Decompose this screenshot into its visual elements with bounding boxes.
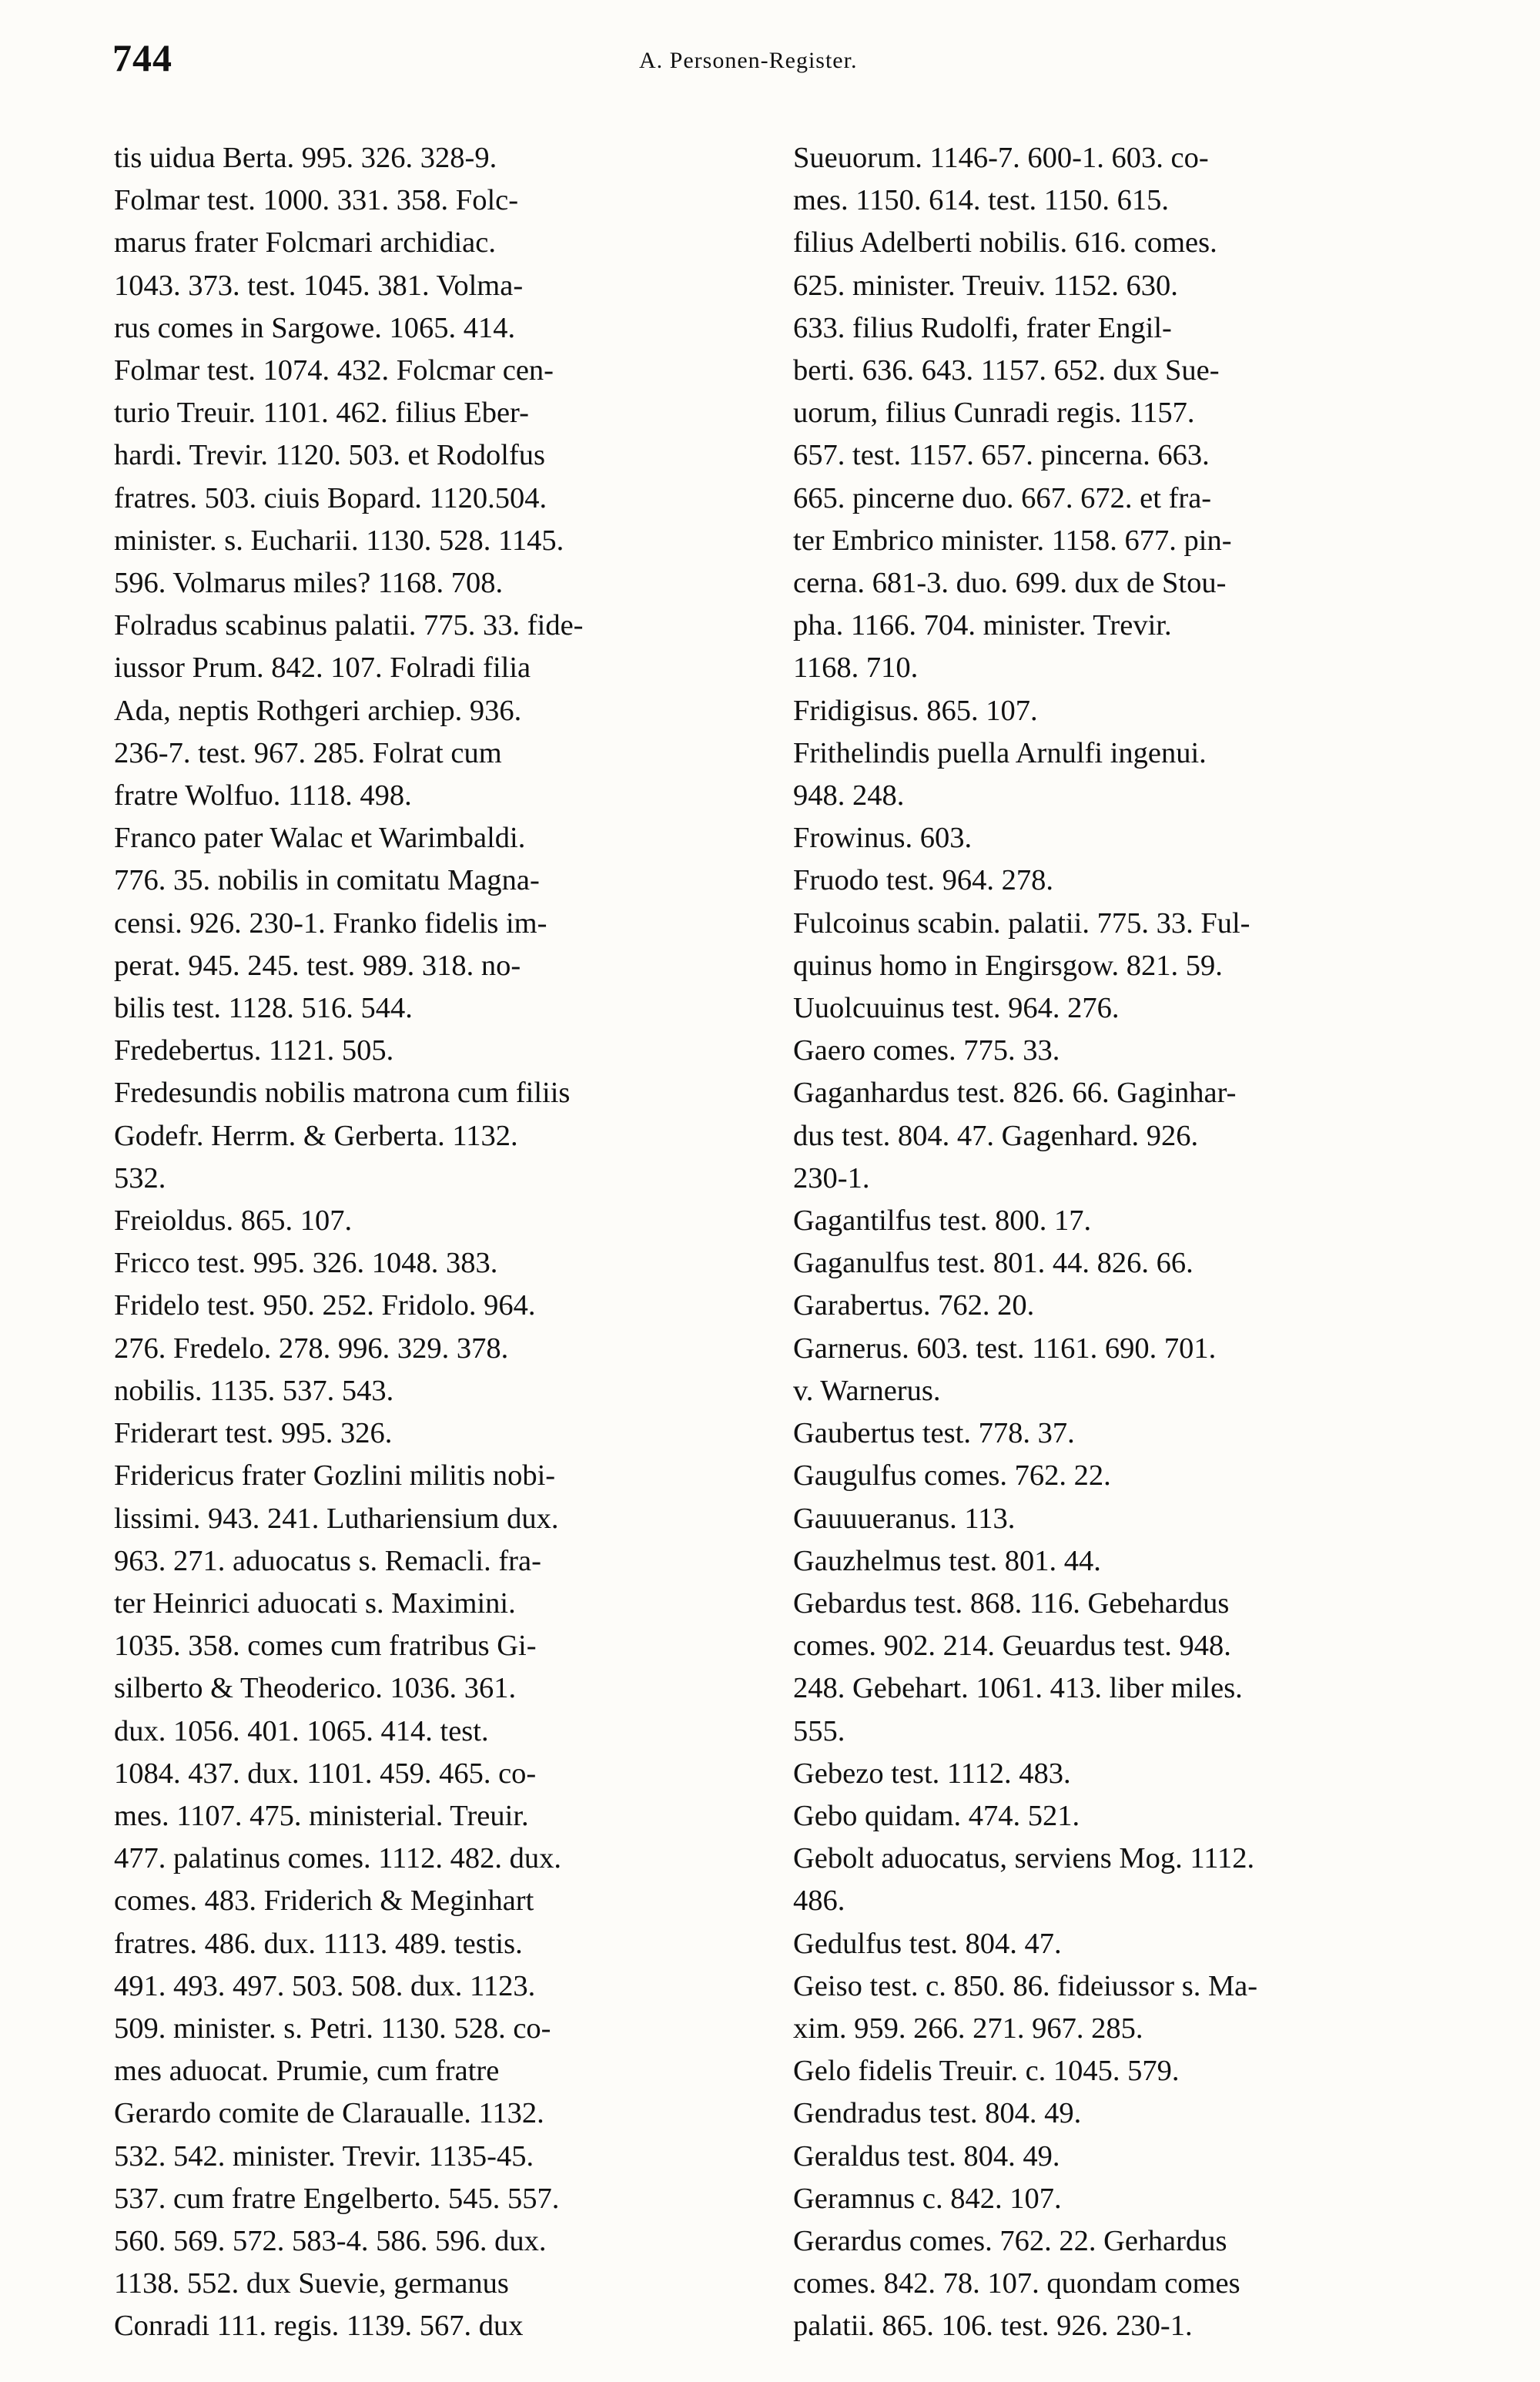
index-line: Gelo fidelis Treuir. c. 1045. 579. (793, 2055, 1180, 2088)
index-line: Fredebertus. 1121. 505. (114, 1034, 394, 1067)
index-line: silberto & Theoderico. 1036. 361. (114, 1672, 517, 1705)
index-line: 532. 542. minister. Trevir. 1135-45. (114, 2139, 534, 2173)
index-line: 555. (793, 1714, 845, 1747)
index-line: Franco pater Walac et Warimbaldi. (114, 822, 526, 855)
index-line: Folmar test. 1000. 331. 358. Folc- (114, 184, 519, 217)
index-line: Godefr. Herrm. & Gerberta. 1132. (114, 1119, 518, 1152)
index-line: 509. minister. s. Petri. 1130. 528. co- (114, 2012, 551, 2045)
index-line: palatii. 865. 106. test. 926. 230-1. (793, 2310, 1193, 2343)
index-line: filius Adelberti nobilis. 616. comes. (793, 226, 1217, 260)
index-line: lissimi. 943. 241. Luthariensium dux. (114, 1502, 559, 1535)
index-line: mes. 1107. 475. ministerial. Treuir. (114, 1799, 529, 1832)
index-line: censi. 926. 230-1. Franko fidelis im- (114, 906, 547, 940)
index-line: 532. (114, 1161, 166, 1194)
index-line: 1084. 437. dux. 1101. 459. 465. co- (114, 1757, 537, 1790)
index-line: comes. 483. Friderich & Meginhart (114, 1884, 534, 1918)
index-line: 230-1. (793, 1161, 870, 1194)
index-line: fratre Wolfuo. 1118. 498. (114, 779, 412, 812)
index-line: dux. 1056. 401. 1065. 414. test. (114, 1714, 489, 1747)
index-line: berti. 636. 643. 1157. 652. dux Sue- (793, 354, 1220, 387)
index-line: Geraldus test. 804. 49. (793, 2139, 1060, 2173)
index-line: ter Heinrici aduocati s. Maximini. (114, 1586, 516, 1620)
right-column (793, 137, 1417, 2348)
index-line: comes. 902. 214. Geuardus test. 948. (793, 1630, 1231, 1663)
index-line: 1043. 373. test. 1045. 381. Volma- (114, 269, 524, 302)
index-line: marus frater Folcmari archidiac. (114, 226, 496, 260)
running-head: A. Personen-Register. (639, 48, 858, 73)
page-number: 744 (112, 36, 172, 79)
index-line: 477. palatinus comes. 1112. 482. dux. (114, 1842, 561, 1875)
index-line: Gerardus comes. 762. 22. Gerhardus (793, 2224, 1227, 2257)
index-line: Geiso test. c. 850. 86. fideiussor s. Ma- (793, 1969, 1258, 2002)
index-line: Gebardus test. 868. 116. Gebehardus (793, 1586, 1230, 1620)
index-line: bilis test. 1128. 516. 544. (114, 992, 413, 1025)
index-line: Gagantilfus test. 800. 17. (793, 1204, 1092, 1238)
index-line: Fridericus frater Gozlini militis nobi- (114, 1459, 556, 1493)
index-line: Garabertus. 762. 20. (793, 1289, 1035, 1322)
index-line: 1035. 358. comes cum fratribus Gi- (114, 1630, 537, 1663)
index-line: 1138. 552. dux Suevie, germanus (114, 2267, 509, 2300)
index-line: perat. 945. 245. test. 989. 318. no- (114, 949, 521, 982)
index-line: Gaganhardus test. 826. 66. Gaginhar- (793, 1077, 1237, 1110)
index-line: Fridigisus. 865. 107. (793, 694, 1038, 727)
index-line: mes. 1150. 614. test. 1150. 615. (793, 184, 1169, 217)
index-line: Frowinus. 603. (793, 822, 973, 855)
index-line: Gerardo comite de Clarauallе. 1132. (114, 2097, 544, 2130)
index-line: Fridelo test. 950. 252. Fridolo. 964. (114, 1289, 536, 1322)
index-line: Sueuorum. 1146-7. 600-1. 603. co- (793, 142, 1209, 174)
index-line: Fricco test. 995. 326. 1048. 383. (114, 1247, 498, 1280)
index-line: rus comes in Sargowe. 1065. 414. (114, 311, 516, 344)
index-line: 596. Volmarus miles? 1168. 708. (114, 567, 504, 600)
index-line: 491. 493. 497. 503. 508. dux. 1123. (114, 1969, 536, 2002)
index-line: Garnerus. 603. test. 1161. 690. 701. (793, 1332, 1217, 1365)
index-line: Uuolcuuinus test. 964. 276. (793, 992, 1120, 1025)
index-line: Gendradus test. 804. 49. (793, 2097, 1082, 2130)
index-line: Frithelindis puella Arnulfi ingenui. (793, 736, 1207, 769)
index-line: quinus homo in Engirsgow. 821. 59. (793, 949, 1223, 982)
index-line: hardi. Trevir. 1120. 503. et Rodolfus (114, 439, 546, 472)
index-line: uorum, filius Cunradi regis. 1157. (793, 397, 1195, 430)
index-line: cerna. 681-3. duo. 699. dux de Stou- (793, 567, 1227, 600)
index-line: Gaganulfus test. 801. 44. 826. 66. (793, 1247, 1194, 1280)
index-line: turio Treuir. 1101. 462. filius Eber- (114, 397, 529, 430)
index-line: 486. (793, 1884, 845, 1918)
index-line: 248. Gebehart. 1061. 413. liber miles. (793, 1672, 1243, 1705)
index-line: Fredesundis nobilis matrona cum filiis (114, 1077, 571, 1110)
index-line: tis uidua Berta. 995. 326. 328-9. (114, 142, 497, 174)
index-line: Folmar test. 1074. 432. Folcmar cen- (114, 354, 554, 387)
index-line: Folradus scabinus palatii. 775. 33. fide- (114, 609, 584, 642)
left-column (114, 137, 738, 2348)
index-line: Fulcoinus scabin. palatii. 775. 33. Ful- (793, 906, 1250, 940)
index-line: Geramnus c. 842. 107. (793, 2182, 1062, 2215)
index-line: Gebo quidam. 474. 521. (793, 1799, 1080, 1832)
index-line: Conradi 111. regis. 1139. 567. dux (114, 2310, 524, 2343)
index-line: Friderart test. 995. 326. (114, 1417, 393, 1450)
index-line: 625. minister. Treuiv. 1152. 630. (793, 269, 1178, 302)
index-line: 776. 35. nobilis in comitatu Magna- (114, 864, 540, 897)
index-line: 657. test. 1157. 657. pincerna. 663. (793, 439, 1210, 472)
index-line: iussor Prum. 842. 107. Folradi filia (114, 652, 531, 685)
index-line: dus test. 804. 47. Gagenhard. 926. (793, 1119, 1199, 1152)
index-line: 560. 569. 572. 583-4. 586. 596. dux. (114, 2224, 547, 2257)
index-line: Freioldus. 865. 107. (114, 1204, 353, 1238)
index-line: 276. Fredelo. 278. 996. 329. 378. (114, 1332, 509, 1365)
index-line: ter Embrico minister. 1158. 677. pin- (793, 524, 1232, 557)
index-line: 665. pincerne duo. 667. 672. et fra- (793, 481, 1212, 514)
index-line: Gebolt aduocatus, serviens Mog. 1112. (793, 1842, 1255, 1875)
index-line: Ada, neptis Rothgeri archiep. 936. (114, 694, 522, 727)
index-line: Gaubertus test. 778. 37. (793, 1417, 1075, 1450)
index-line: minister. s. Eucharii. 1130. 528. 1145. (114, 524, 564, 557)
index-line: fratres. 486. dux. 1113. 489. testis. (114, 1927, 523, 1960)
index-line: 236-7. test. 967. 285. Folrat cum (114, 736, 502, 769)
index-line: v. Warnerus. (793, 1374, 941, 1407)
index-line: Gebezo test. 1112. 483. (793, 1757, 1071, 1790)
index-line: Gauzhelmus test. 801. 44. (793, 1544, 1101, 1577)
index-line: 963. 271. aduocatus s. Remacli. fra- (114, 1544, 541, 1577)
index-line: nobilis. 1135. 537. 543. (114, 1374, 394, 1407)
index-line: Gauuueranus. 113. (793, 1502, 1016, 1535)
index-line: Fruodo test. 964. 278. (793, 864, 1053, 897)
index-line: Gedulfus test. 804. 47. (793, 1927, 1062, 1960)
index-line: 948. 248. (793, 779, 905, 812)
index-line: pha. 1166. 704. minister. Trevir. (793, 609, 1172, 642)
index-line: mes aduocat. Prumie, cum fratre (114, 2055, 500, 2088)
index-line: xim. 959. 266. 271. 967. 285. (793, 2012, 1143, 2045)
index-line: 1168. 710. (793, 652, 919, 685)
index-line: comes. 842. 78. 107. quondam comes (793, 2267, 1240, 2300)
index-line: Gaugulfus comes. 762. 22. (793, 1459, 1111, 1493)
index-line: Gaero comes. 775. 33. (793, 1034, 1060, 1067)
index-line: fratres. 503. ciuis Bopard. 1120.504. (114, 481, 547, 514)
index-line: 633. filius Rudolfi, frater Engil- (793, 311, 1172, 344)
index-line: 537. cum fratre Engelberto. 545. 557. (114, 2182, 560, 2215)
